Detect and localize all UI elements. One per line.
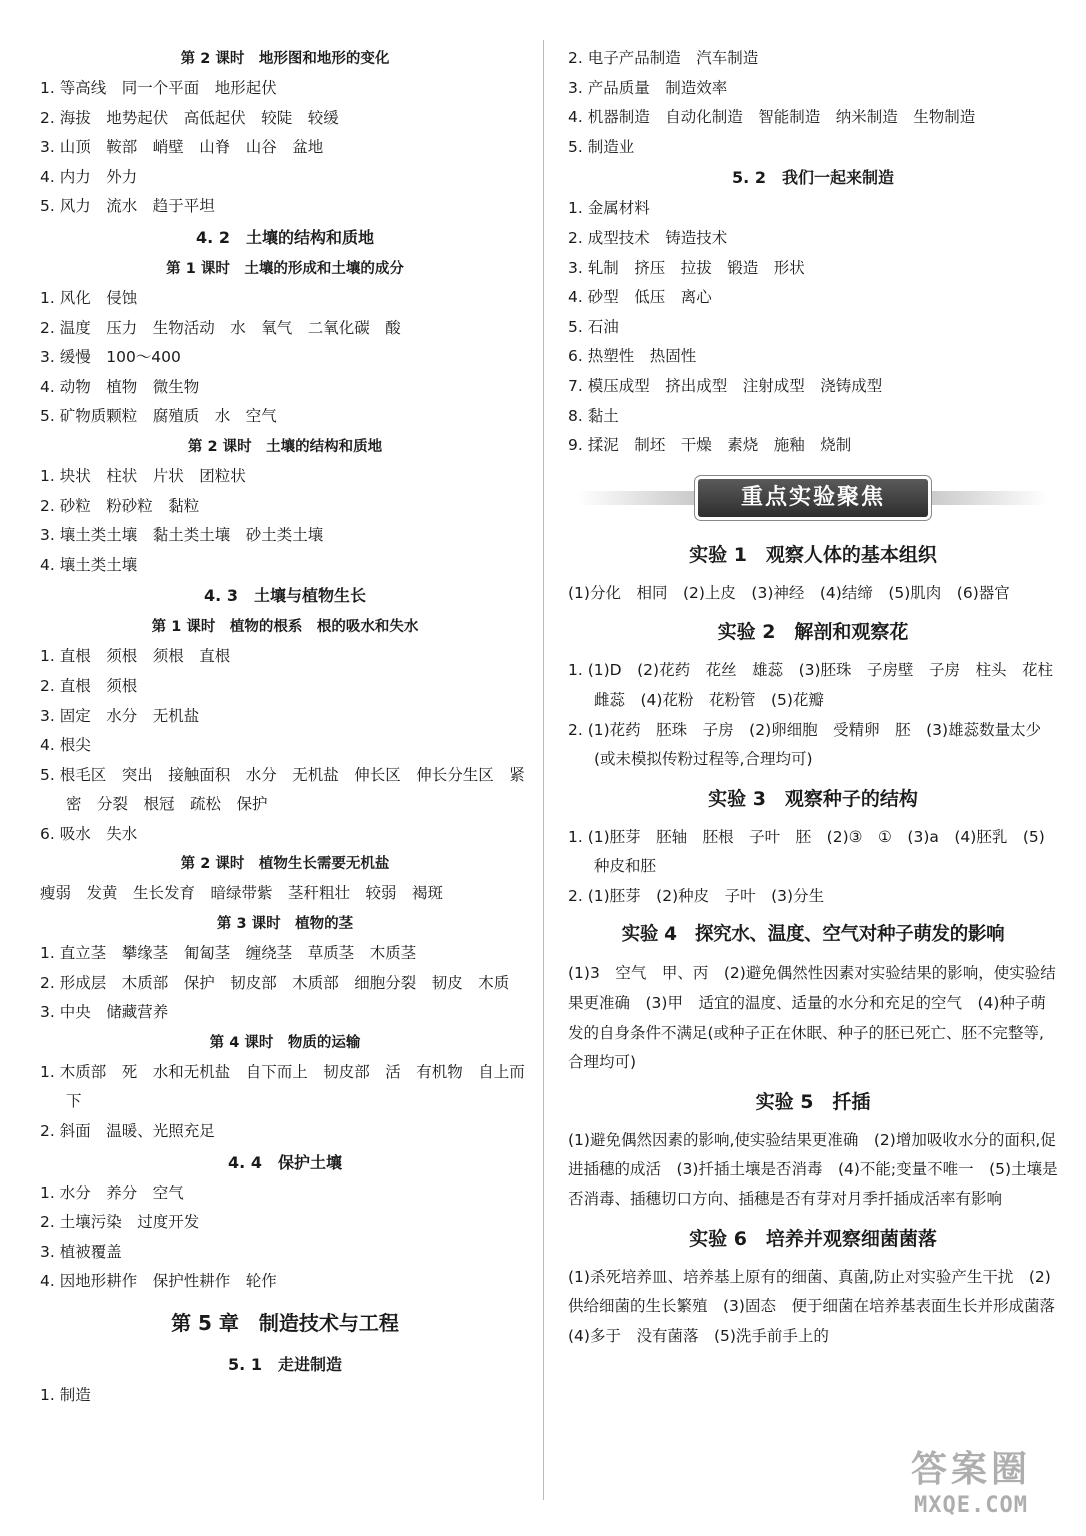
lesson-heading: 第 3 课时 植物的茎 (216, 916, 354, 933)
lesson-heading: 第 4 课时 物质的运输 (209, 1034, 361, 1051)
answer-line: 1. (1)D (2)花药 花丝 雄蕊 (3)胚珠 子房壁 子房 柱头 花柱 雌蕊 (4)花粉 花粉管 (5)花瓣 (568, 661, 1069, 709)
answer-line: 2. 电子产品制造 汽车制造 (568, 49, 759, 67)
lesson-heading: 第 2 课时 地形图和地形的变化 (180, 51, 390, 67)
answer-line: 4. 因地形耕作 保护性耕作 轮作 (40, 1272, 277, 1291)
answer-line: 9. 揉泥 制坯 干燥 素烧 施釉 烧制 (568, 436, 852, 455)
answer-paragraph: (1)3 空气 甲、丙 (2)避免偶然性因素对实验结果的影响，使实验结果更准确 (3)甲 适宜的温度、适量的水分和充足的空气 (4)种子萌发的自身条件不满足(或种子正在休眠、种子的胚已死亡、胚不完整等,合理均可) (568, 964, 1056, 1072)
section-heading: 4. 2 土壤的结构和质地 (196, 227, 374, 247)
experiment-heading: 实验 4 探究水、温度、空气对种子萌发的影响 (621, 924, 1005, 946)
answer-line: 3. 固定 水分 无机盐 (40, 706, 200, 725)
answer-line: 2. 海拔 地势起伏 高低起伏 较陡 较缓 (40, 108, 339, 127)
watermark-url: MXQE.COM (914, 1493, 1028, 1518)
answer-line: 1. 木质部 死 水和无机盐 自下而上 韧皮部 活 有机物 自上而下 (40, 1062, 525, 1111)
answer-line: 3. 壤土类土壤 黏土类土壤 砂土类土壤 (40, 526, 324, 545)
answer-line: 2. 形成层 木质部 保护 韧皮部 木质部 细胞分裂 韧皮 木质 (40, 973, 510, 992)
answer-line: 4. 内力 外力 (40, 167, 138, 186)
answer-line: 1. 等高线 同一个平面 地形起伏 (40, 79, 277, 97)
answer-line: 5. 石油 (568, 317, 619, 336)
answer-line: 2. 直根 须根 (40, 676, 138, 695)
lesson-heading: 第 2 课时 植物生长需要无机盐 (180, 856, 390, 873)
answer-line: 3. 山顶 鞍部 峭壁 山脊 山谷 盆地 (40, 138, 324, 157)
answer-line: 6. 吸水 失水 (40, 824, 138, 843)
answer-line: 1. 制造 (40, 1386, 91, 1404)
answer-line: 3. 中央 储藏营养 (40, 1003, 169, 1022)
answer-line: 3. 缓慢 100～400 (40, 348, 181, 367)
answer-line: 2. 砂粒 粉砂粒 黏粒 (40, 496, 200, 515)
lesson-heading: 第 1 课时 植物的根系 根的吸水和失水 (151, 619, 419, 636)
experiment-heading: 实验 2 解剖和观察花 (717, 621, 909, 644)
answer-line: 7. 模压成型 挤出成型 注射成型 浇铸成型 (568, 376, 883, 395)
answer-line: 1. (1)胚芽 胚轴 胚根 子叶 胚 (2)③ ① (3)a (4)胚乳 (5)种皮和胚 (568, 827, 1045, 876)
answer-line: 1. 块状 柱状 片状 团粒状 (40, 466, 246, 485)
experiment-heading: 实验 5 扦插 (755, 1090, 871, 1113)
answer-line: 2. 土壤污染 过度开发 (40, 1213, 200, 1232)
answer-paragraph: 瘦弱 发黄 生长发育 暗绿带紫 茎秆粗壮 较弱 褐斑 (40, 884, 444, 903)
section-heading: 5. 1 走进制造 (228, 1355, 342, 1374)
answer-line: 2. (1)胚芽 (2)种皮 子叶 (3)分生 (568, 886, 825, 905)
section-banner (568, 477, 1058, 521)
chapter-heading: 第 5 章 制造技术与工程 (171, 1311, 399, 1335)
answer-line: 6. 热塑性 热固性 (568, 347, 697, 366)
answer-line: 3. 植被覆盖 (40, 1242, 122, 1261)
answer-line: 5. 制造业 (568, 137, 635, 156)
answer-line: 1. 风化 侵蚀 (40, 288, 138, 307)
section-heading: 4. 3 土壤与植物生长 (204, 586, 366, 606)
answer-line: 4. 壤土类土壤 (40, 555, 138, 574)
watermark-logo-text: 答案圈 (910, 1449, 1031, 1490)
right-column (568, 44, 1071, 1351)
experiment-heading: 实验 3 观察种子的结构 (708, 787, 918, 810)
answer-line: 4. 根尖 (40, 736, 91, 755)
answer-line: 2. 斜面 温暖、光照充足 (40, 1122, 215, 1141)
answer-line: 4. 动物 植物 微生物 (40, 377, 200, 396)
banner-title: 重点实验聚焦 (698, 479, 928, 517)
experiment-heading: 实验 6 培养并观察细菌菌落 (689, 1227, 937, 1250)
answer-line: 1. 直立茎 攀缘茎 匍匐茎 缠绕茎 草质茎 木质茎 (40, 944, 417, 963)
answer-line: 5. 矿物质颗粒 腐殖质 水 空气 (40, 407, 277, 426)
answer-paragraph: (1)杀死培养皿、培养基上原有的细菌、真菌,防止对实验产生干扰 (2)供给细菌的生长繁殖 (3)固态 便于细菌在培养基表面生长并形成菌落 (4)多于 没有菌落 (5)洗手前手上的 (568, 1267, 1071, 1345)
answer-paragraph: (1)避免偶然因素的影响,使实验结果更准确 (2)增加吸收水分的面积,促进插穗的成活 (3)扦插土壤是否消毒 (4)不能;变量不唯一 (5)土壤是否消毒、插穗切口方向、插穗是否有芽对月季扦插成活率有影响 (568, 1130, 1058, 1209)
left-column (40, 44, 530, 1411)
answer-line: 4. 机器制造 自动化制造 智能制造 纳米制造 生物制造 (568, 108, 976, 127)
answer-line: 4. 砂型 低压 离心 (568, 288, 712, 307)
section-heading: 4. 4 保护土壤 (228, 1152, 342, 1172)
section-heading: 5. 2 我们一起来制造 (732, 168, 894, 188)
column-divider (543, 40, 544, 1500)
lesson-heading: 第 2 课时 土壤的结构和质地 (187, 438, 383, 455)
answer-line: 2. 成型技术 铸造技术 (568, 228, 728, 247)
site-watermark (866, 1448, 1076, 1528)
answer-line: 1. 水分 养分 空气 (40, 1183, 184, 1202)
answer-line: 5. 风力 流水 趋于平坦 (40, 197, 215, 216)
answer-line: 3. 产品质量 制造效率 (568, 78, 728, 97)
answer-paragraph: (1)分化 相同 (2)上皮 (3)神经 (4)结缔 (5)肌肉 (6)器官 (568, 583, 1010, 602)
answer-line: 3. 轧制 挤压 拉拔 锻造 形状 (568, 258, 805, 277)
answer-line: 5. 根毛区 突出 接触面积 水分 无机盐 伸长区 伸长分生区 紧密 分裂 根冠 疏松 保护 (40, 765, 525, 814)
answer-line: 8. 黏土 (568, 406, 619, 425)
experiment-heading: 实验 1 观察人体的基本组织 (689, 543, 937, 566)
answer-line: 1. 直根 须根 须根 直根 (40, 647, 231, 666)
answer-line: 2. 温度 压力 生物活动 水 氧气 二氧化碳 酸 (40, 318, 401, 337)
answer-line: 2. (1)花药 胚珠 子房 (2)卵细胞 受精卵 胚 (3)雄蕊数量太少(或未模拟传粉过程等,合理均可) (568, 720, 1042, 769)
lesson-heading: 第 1 课时 土壤的形成和土壤的成分 (166, 260, 404, 277)
answer-line: 1. 金属材料 (568, 199, 650, 218)
